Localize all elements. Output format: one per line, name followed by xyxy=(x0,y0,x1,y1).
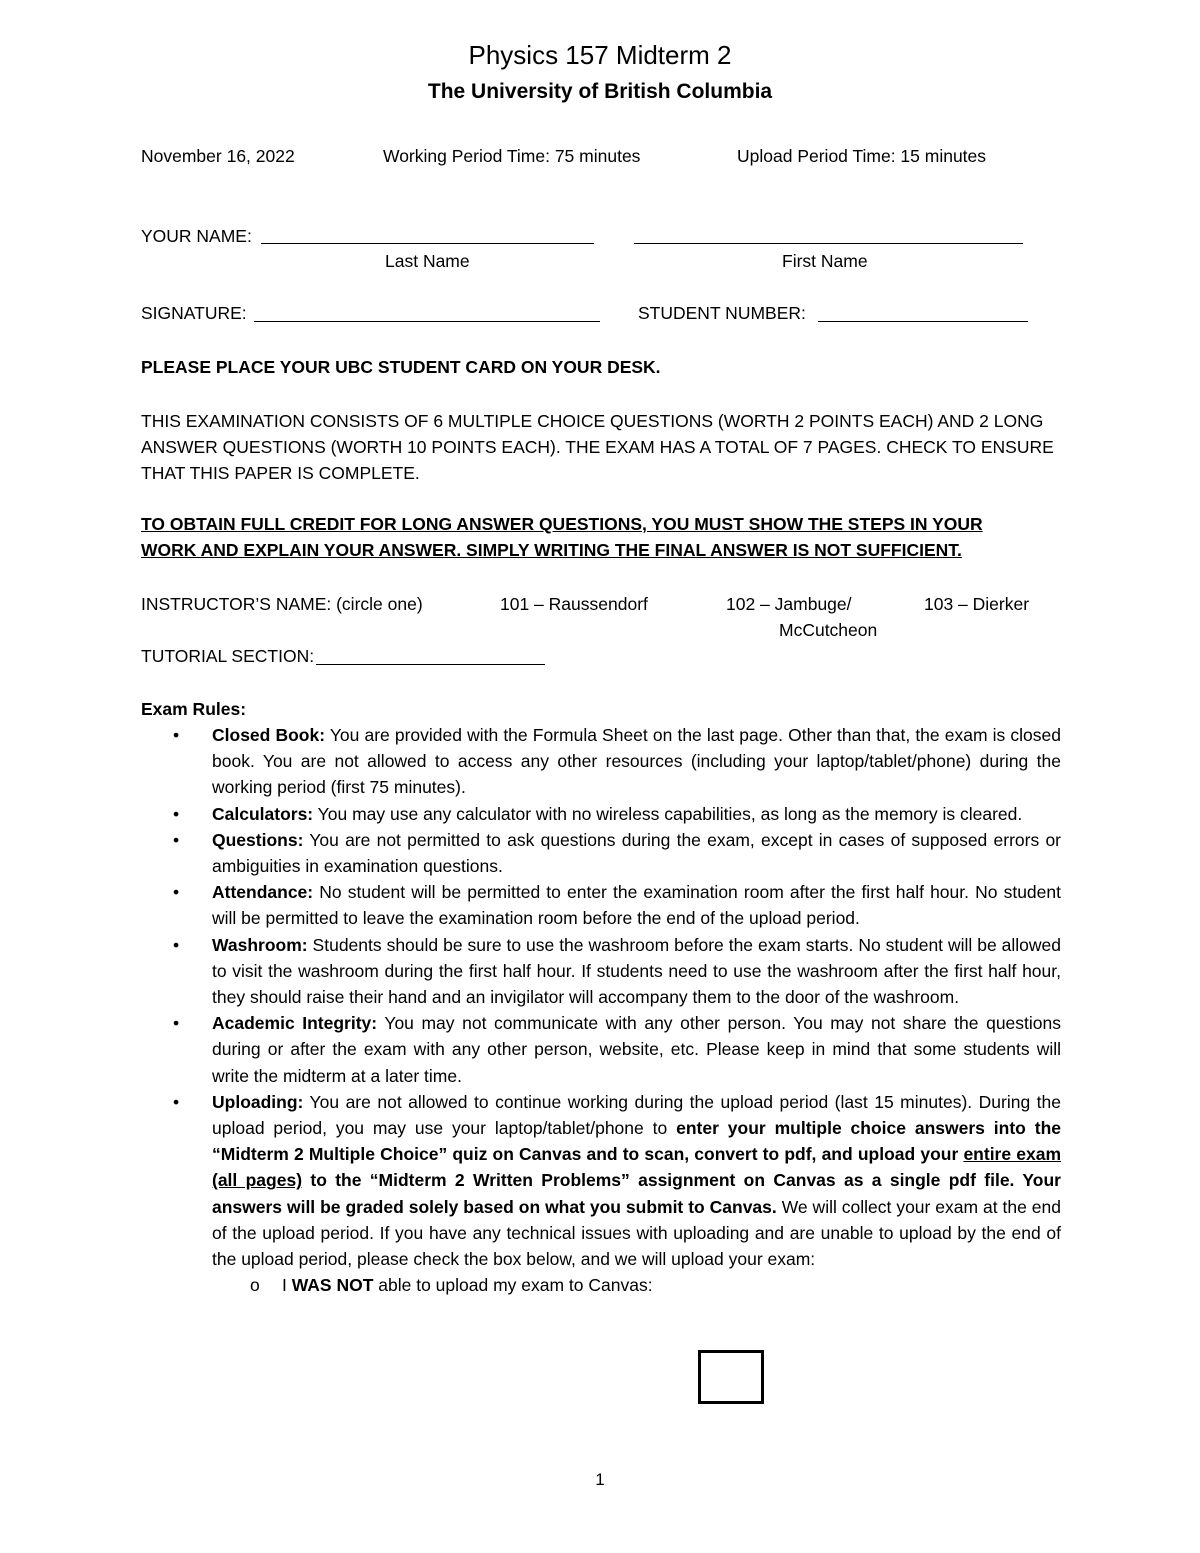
rule-attendance xyxy=(141,879,1061,931)
instructor-option-103[interactable]: 103 – Dierker xyxy=(924,594,1030,614)
rule-text: You are provided with the Formula Sheet on the last page. Other than that, the exam is closed book. You are not allowed to access any other resources (including your laptop/tablet/phone) during the working period (first 75 minutes). xyxy=(212,725,1061,798)
first-name-caption: First Name xyxy=(782,251,868,271)
exam-composition-notice: THIS EXAMINATION CONSISTS OF 6 MULTIPLE CHOICE QUESTIONS (WORTH 2 POINTS EACH) AND 2 LONG ANSWER QUESTIONS (WORTH 10 POINTS EACH). THE EXAM HAS A TOTAL OF 7 PAGES. CHECK TO ENSURE THAT THIS PAPER IS COMPLETE. xyxy=(141,411,1054,483)
exam-rules xyxy=(141,696,1061,1298)
signature-field[interactable] xyxy=(254,321,600,322)
page-number: 1 xyxy=(595,1470,605,1489)
sub-bullet-icon: o xyxy=(250,1275,260,1296)
exam-date: November 16, 2022 xyxy=(141,146,295,166)
rule-title: Washroom: xyxy=(212,934,308,955)
rule-text: You may use any calculator with no wireless capabilities, as long as the memory is cleared. xyxy=(313,803,1023,824)
instructor-option-101[interactable]: 101 – Raussendorf xyxy=(500,594,648,614)
sub-text: I xyxy=(282,1275,292,1296)
instructor-option-102[interactable]: 102 – Jambuge/ xyxy=(726,594,852,614)
bullet-icon: • xyxy=(173,1013,180,1034)
rule-text: You are not allowed to continue working during the upload period (last 15 minutes). During the upload period, you may use your laptop/tablet/phone to xyxy=(212,1091,1061,1139)
rule-text: Students should be sure to use the washroom before the exam starts. No student will be allowed to visit the washroom during the first half hour. If students need to use the washroom after the first half hour, they should raise their hand and an invigilator will accompany them to the door of the washroom. xyxy=(212,934,1061,1008)
tutorial-section-label: TUTORIAL SECTION: xyxy=(141,646,315,666)
rule-academic-integrity xyxy=(141,1010,1061,1089)
rule-text-emphasis: enter your multiple choice answers into the “Midterm 2 Multiple Choice” quiz on Canvas and to scan, convert to pdf, and upload your xyxy=(212,1118,1061,1165)
rule-text-emphasis-underlined: entire exam (all pages) xyxy=(212,1144,1062,1191)
bullet-icon: • xyxy=(173,882,180,903)
rule-closed-book xyxy=(141,722,1061,801)
tutorial-section-field[interactable] xyxy=(316,664,545,665)
rule-uploading xyxy=(141,1089,1061,1272)
exam-rules-heading: Exam Rules: xyxy=(141,699,247,719)
rule-questions xyxy=(141,827,1061,879)
bullet-icon: • xyxy=(173,934,180,955)
rule-title: Calculators: xyxy=(212,803,314,824)
rule-title: Academic Integrity: xyxy=(212,1013,378,1034)
rule-text: You are not permitted to ask questions during the exam, except in cases of supposed errors or ambiguities in examination questions. xyxy=(212,829,1061,877)
bullet-icon: • xyxy=(173,1091,180,1112)
upload-period-time: Upload Period Time: 15 minutes xyxy=(737,146,987,166)
upload-failure-statement xyxy=(141,1272,1061,1298)
full-credit-notice-line1: TO OBTAIN FULL CREDIT FOR LONG ANSWER QUESTIONS, YOU MUST SHOW THE STEPS IN YOUR xyxy=(141,514,983,534)
your-name-label: YOUR NAME: xyxy=(141,226,252,246)
rule-title: Closed Book: xyxy=(212,725,326,745)
sub-text-emphasis: WAS NOT xyxy=(291,1275,374,1296)
rule-title: Questions: xyxy=(212,829,304,850)
bullet-icon: • xyxy=(173,725,180,745)
exam-title: Physics 157 Midterm 2 xyxy=(468,40,732,70)
rule-text: We will collect your exam at the end of the upload period. If you have any technical issues with uploading and are unable to upload by the end of the upload period, please check the box below, and we will upload your exam: xyxy=(212,1196,1061,1270)
working-period-time: Working Period Time: 75 minutes xyxy=(383,146,641,166)
last-name-field[interactable] xyxy=(261,243,594,244)
rule-text: You may not communicate with any other person. You may not share the questions during or after the exam with any other person, website, etc. Please keep in mind that some students will write the midterm at a later time. xyxy=(212,1013,1061,1086)
instructor-option-102-cont[interactable]: McCutcheon xyxy=(779,620,878,640)
instructor-label: INSTRUCTOR’S NAME: (circle one) xyxy=(141,594,423,614)
rule-text: No student will be permitted to enter the examination room after the first half hour. No student will be permitted to leave the examination room before the end of the upload period. xyxy=(212,882,1061,929)
full-credit-notice-line2: WORK AND EXPLAIN YOUR ANSWER. SIMPLY WRITING THE FINAL ANSWER IS NOT SUFFICIENT. xyxy=(141,540,962,560)
rule-title: Uploading: xyxy=(212,1091,304,1112)
upload-failure-checkbox[interactable] xyxy=(698,1350,764,1404)
signature-label: SIGNATURE: xyxy=(141,303,247,323)
university-name: The University of British Columbia xyxy=(427,80,773,103)
first-name-field[interactable] xyxy=(634,243,1023,244)
bullet-icon: • xyxy=(173,829,180,850)
student-number-field[interactable] xyxy=(818,321,1028,322)
rule-title: Attendance: xyxy=(212,882,314,903)
student-card-notice: PLEASE PLACE YOUR UBC STUDENT CARD ON YOUR DESK. xyxy=(141,357,661,377)
last-name-caption: Last Name xyxy=(385,251,470,271)
student-number-label: STUDENT NUMBER: xyxy=(638,303,806,323)
rule-calculators xyxy=(141,801,1061,827)
rule-washroom xyxy=(141,932,1061,1011)
bullet-icon: • xyxy=(173,803,180,824)
sub-text: able to upload my exam to Canvas: xyxy=(373,1275,653,1296)
rule-text-emphasis: to the “Midterm 2 Written Problems” assignment on Canvas as a single pdf file. Your answers will be graded solely based on what you submit to Canvas. xyxy=(212,1170,1061,1217)
